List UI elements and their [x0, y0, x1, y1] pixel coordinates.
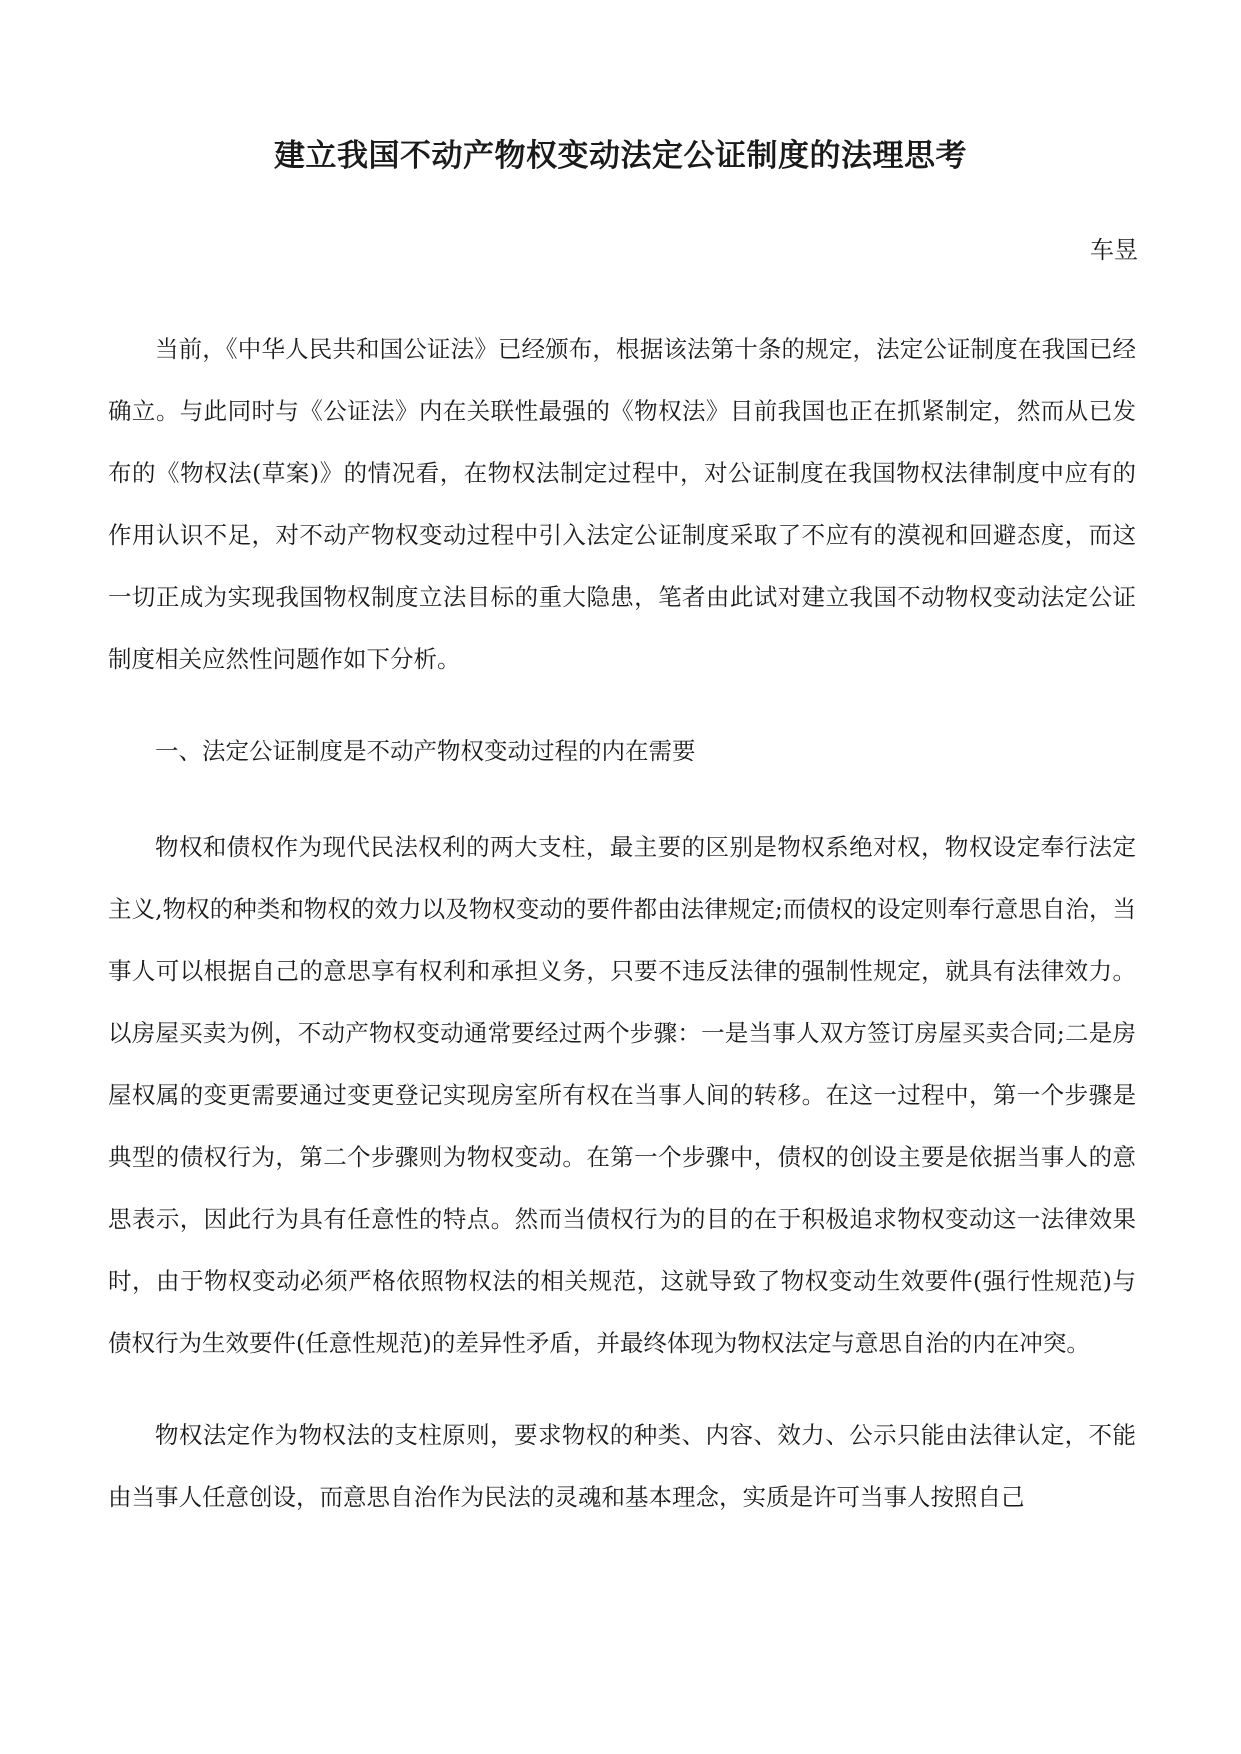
document-body: [108, 318, 1136, 1558]
paragraph-intro: 当前，《中华人民共和国公证法》已经颁布，根据该法第十条的规定，法定公证制度在我国已经确立。与此同时与《公证法》内在关联性最强的《物权法》目前我国也正在抓紧制定，然而从已发布的《物权法(草案)》的情况看，在物权法制定过程中，对公证制度在我国物权法律制度中应有的作用认识不足，对不动产物权变动过程中引入法定公证制度采取了不应有的漠视和回避态度，而这一切正成为实现我国物权制度立法目标的重大隐患，笔者由此试对建立我国不动物权变动法定公证制度相关应然性问题作如下分析。: [108, 335, 1136, 673]
paragraph-property-legality: 物权法定作为物权法的支柱原则，要求物权的种类、内容、效力、公示只能由法律认定，不能由当事人任意创设，而意思自治作为民法的灵魂和基本理念，实质是许可当事人按照自己: [108, 1421, 1136, 1511]
document-title: 建立我国不动产物权变动法定公证制度的法理思考: [274, 138, 967, 174]
document-author: 车昱: [1090, 236, 1138, 264]
paragraph-property-vs-creditor: 物权和债权作为现代民法权利的两大支柱，最主要的区别是物权系绝对权，物权设定奉行法定主义,物权的种类和物权的效力以及物权变动的要件都由法律规定;而债权的设定则奉行意思自治，当事人可以根据自己的意思享有权利和承担义务，只要不违反法律的强制性规定，就具有法律效力。以房屋买卖为例，不动产物权变动通常要经过两个步骤：一是当事人双方签订房屋买卖合同;二是房屋权属的变更需要通过变更登记实现房室所有权在当事人间的转移。在这一过程中，第一个步骤是典型的债权行为，第二个步骤则为物权变动。在第一个步骤中，债权的创设主要是依据当事人的意思表示，因此行为具有任意性的特点。然而当债权行为的目的在于积极追求物权变动这一法律效果时，由于物权变动必须严格依照物权法的相关规范，这就导致了物权变动生效要件(强行性规范)与债权行为生效要件(任意性规范)的差异性矛盾，并最终体现为物权法定与意思自治的内在冲突。: [108, 833, 1136, 1357]
section-heading-1: 一、法定公证制度是不动产物权变动过程的内在需要: [155, 737, 696, 765]
